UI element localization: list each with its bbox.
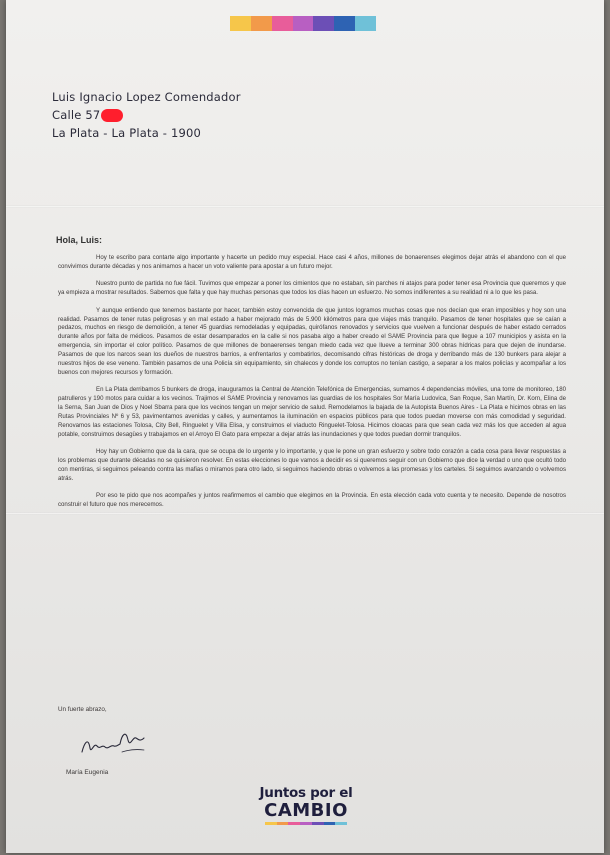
- brand-color-swatch: [334, 16, 355, 31]
- letter-page: [6, 0, 604, 853]
- letter-paragraph: Por eso te pido que nos acompañes y juntos reafirmemos el cambio que elegimos en la Provincia. En esta elección cada voto cuenta y te necesito. Depende de nosotros construir el futuro que nos merecemos.: [58, 492, 566, 509]
- brand-color-swatch: [277, 822, 289, 825]
- brand-color-swatch: [265, 822, 277, 825]
- paper-fold: [6, 205, 604, 208]
- brand-color-swatch: [288, 822, 300, 825]
- brand-color-swatch: [355, 16, 376, 31]
- signer-name: María Eugenia: [66, 769, 109, 776]
- brand-color-swatch: [313, 16, 334, 31]
- recipient-city: La Plata - La Plata - 1900: [52, 126, 202, 140]
- recipient-street: Calle 57: [52, 106, 241, 124]
- logo-color-stripe: [265, 822, 347, 825]
- brand-color-swatch: [272, 16, 293, 31]
- recipient-address: [52, 88, 241, 142]
- brand-color-swatch: [293, 16, 314, 31]
- letter-body: [58, 254, 566, 519]
- brand-color-swatch: [230, 16, 251, 31]
- letter-closing: Un fuerte abrazo,: [58, 706, 107, 713]
- recipient-name: Luis Ignacio Lopez Comendador: [52, 90, 241, 104]
- brand-color-swatch: [324, 822, 336, 825]
- brand-color-swatch: [251, 16, 272, 31]
- letter-paragraph: Hoy te escribo para contarte algo importante y hacerte un pedido muy especial. Hace casi 4 años, millones de bonaerenses elegimos dejar atrás el abandono con el que convivimos durante décadas y nos animamos a hacer un voto valiente para apostar a un futuro mejor.: [58, 254, 566, 270]
- letter-paragraph: En La Plata derribamos 5 bunkers de droga, inauguramos la Central de Atención Telefónica de Emergencias, sumamos 4 dependencias móviles, una torre de monitoreo, 180 patrulleros y 190 motos para cuidar a los vecinos. Trajimos el SAME Provincia y renovamos las guardias de los hospitales Sor María Ludovica, San Roque, San Martín, Dr. Korn, Elina de la Serna, San Juan de Dios y Noel Sbarra para que los vecinos tengan un mejor servicio de salud. Remodelamos la bajada de la Autopista Buenos Aires - La Plata e hicimos obras en las Rutas Provinciales Nº 6 y 53, pavimentamos avenidas y calles, y aumentamos la iluminación en espacios públicos para que todos puedan moverse con más comodidad y seguridad. Renovamos las estaciones Tolosa, City Bell, Ringuelet y Villa Elisa, y construimos el viaducto Ringuelet-Tolosa. Hicimos cloacas para que sean cada vez más los que acceden al agua potable, construimos desagües y trabajamos en el Arroyo El Gato para empezar a dejar atrás las inundaciones y que todos puedan dormir tranquilos.: [58, 386, 566, 438]
- letter-paragraph: Hoy hay un Gobierno que da la cara, que se ocupa de lo urgente y lo importante, y que le pone un gran esfuerzo y sobre todo corazón a cada cosa para llevar respuestas a los problemas que durante décadas no se quisieron resolver. En estas elecciones lo que vamos a decidir es si queremos seguir con un Gobierno que dice la verdad o uno que ocultó todo con mentiras, si seguimos peleando contra las mafias o miramos para otro lado, si seguimos haciendo obras o volvemos a las promesas y los carteles. Si seguimos avanzando o volvemos atrás.: [58, 448, 566, 483]
- brand-color-swatch: [300, 822, 312, 825]
- letter-paragraph: Y aunque entiendo que tenemos bastante por hacer, también estoy convencida de que juntos logramos muchas cosas que nos decían que eran imposibles y hoy son una realidad. Pasamos de tener rutas peligrosas y en mal estado a haber mejorado más de 5.900 kilómetros para que viajes más tranquilo. Pasamos de tener hospitales que se caían a pedazos, muchos en riesgo de demolición, a tener 45 guardias remodeladas y equipadas, quirófanos renovados y servicios que vuelven a funcionar después de haber estado cerrados durante años por falta de médicos. Pasamos de estar desamparados en la calle si nos pasaba algo a haber creado el SAME Provincia para que llegue a 107 municipios y asista en la emergencia, sin importar el color político. Pasamos de que millones de bonaerenses tengan miedo cada vez que llueve a terminar 300 obras hídricas para que dejen de inundarse. Pasamos de que los narcos sean los dueños de nuestros barrios, a enfrentarlos y combatirlos, decomisando cifras históricas de droga y derribando más de 130 bunkers para alejar a nuestros hijos de ese veneno. También pasamos de una Policía sin equipamiento, sin chalecos y donde los corruptos no tenían castigo, a separar a los malos policías y acompañar a los buenos con mejores recursos y formación.: [58, 306, 566, 376]
- letter-paragraph: Nuestro punto de partida no fue fácil. Tuvimos que empezar a poner los cimientos que no estaban, sin parches ni atajos para poder tener esa Provincia que queremos y que ya empieza a mostrar resultados. Sabemos que falta y que hay muchas personas que todos los días hacen un esfuerzo. No somos indiferentes a su realidad ni a lo que les pasa.: [58, 280, 566, 297]
- letter-greeting: Hola, Luis:: [56, 235, 103, 245]
- redaction-mark: [101, 109, 123, 122]
- brand-color-swatch: [312, 822, 324, 825]
- brand-color-swatch: [335, 822, 347, 825]
- logo-line-2: CAMBIO: [264, 800, 348, 821]
- party-logo: [246, 786, 366, 825]
- logo-line-1: Juntos por el: [259, 785, 353, 801]
- brand-color-bar: [230, 16, 376, 31]
- handwritten-signature: [78, 722, 148, 767]
